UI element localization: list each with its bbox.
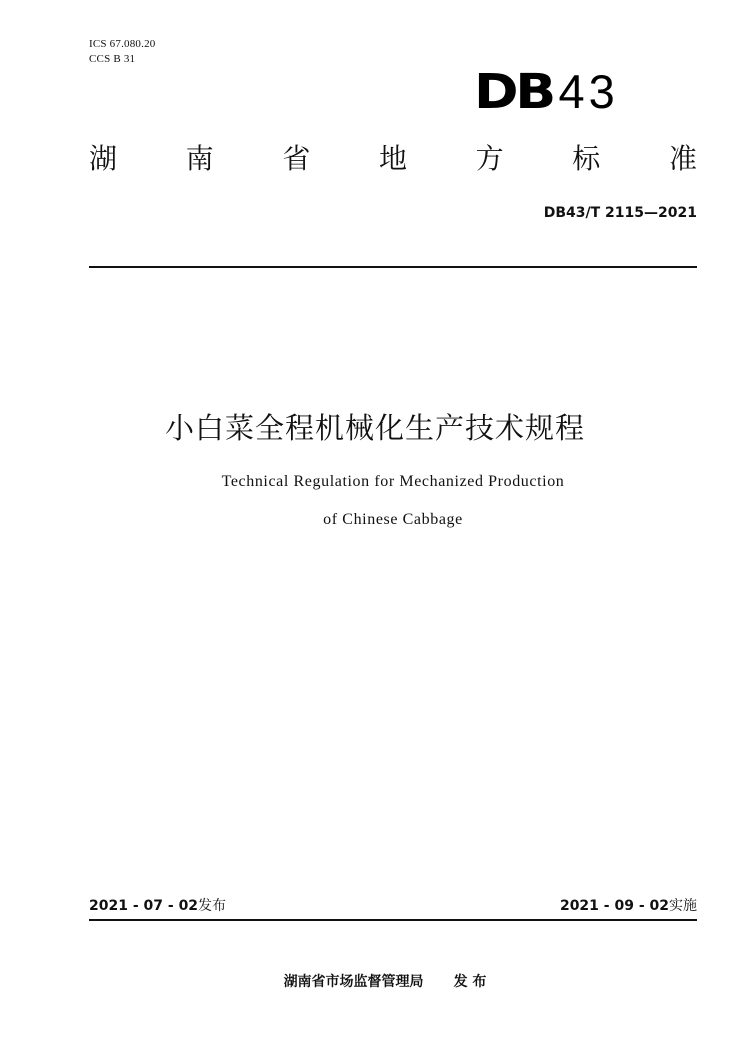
bottom-divider <box>89 919 697 921</box>
publisher-line <box>0 971 750 991</box>
standard-type-char: 准 <box>668 142 697 175</box>
db-logo-mark: DB <box>474 64 553 120</box>
standard-type-heading <box>89 141 697 177</box>
standard-number: DB43/T 2115—2021 <box>543 205 697 221</box>
standard-type-char: 方 <box>475 142 504 175</box>
publisher-action: 发 布 <box>453 974 487 990</box>
top-divider <box>89 266 697 268</box>
publisher-name: 湖南省市场监督管理局 <box>283 974 424 990</box>
ccs-code: CCS B 31 <box>89 53 136 65</box>
document-title-english-line2: of Chinese Cabbage <box>323 511 463 528</box>
release-label: 发布 <box>198 898 227 914</box>
document-title-english-line1: Technical Regulation for Mechanized Production <box>221 473 565 490</box>
document-title-chinese: 小白菜全程机械化生产技术规程 <box>164 411 585 445</box>
standard-type-char: 标 <box>572 142 601 175</box>
release-date-block <box>89 895 226 915</box>
effective-label: 实施 <box>669 898 697 914</box>
classification-codes <box>89 37 155 67</box>
standard-type-char: 省 <box>282 142 311 175</box>
release-date: 2021 - 07 - 02 <box>89 898 199 914</box>
db-logo-number: 43 <box>558 65 619 118</box>
standard-type-char: 湖 <box>89 142 118 175</box>
effective-date: 2021 - 09 - 02 <box>559 898 669 914</box>
effective-date-block <box>560 895 697 915</box>
standard-type-char: 地 <box>378 142 407 175</box>
db-logo <box>474 66 619 118</box>
standard-type-char: 南 <box>185 142 214 175</box>
ics-code: ICS 67.080.20 <box>89 38 156 50</box>
